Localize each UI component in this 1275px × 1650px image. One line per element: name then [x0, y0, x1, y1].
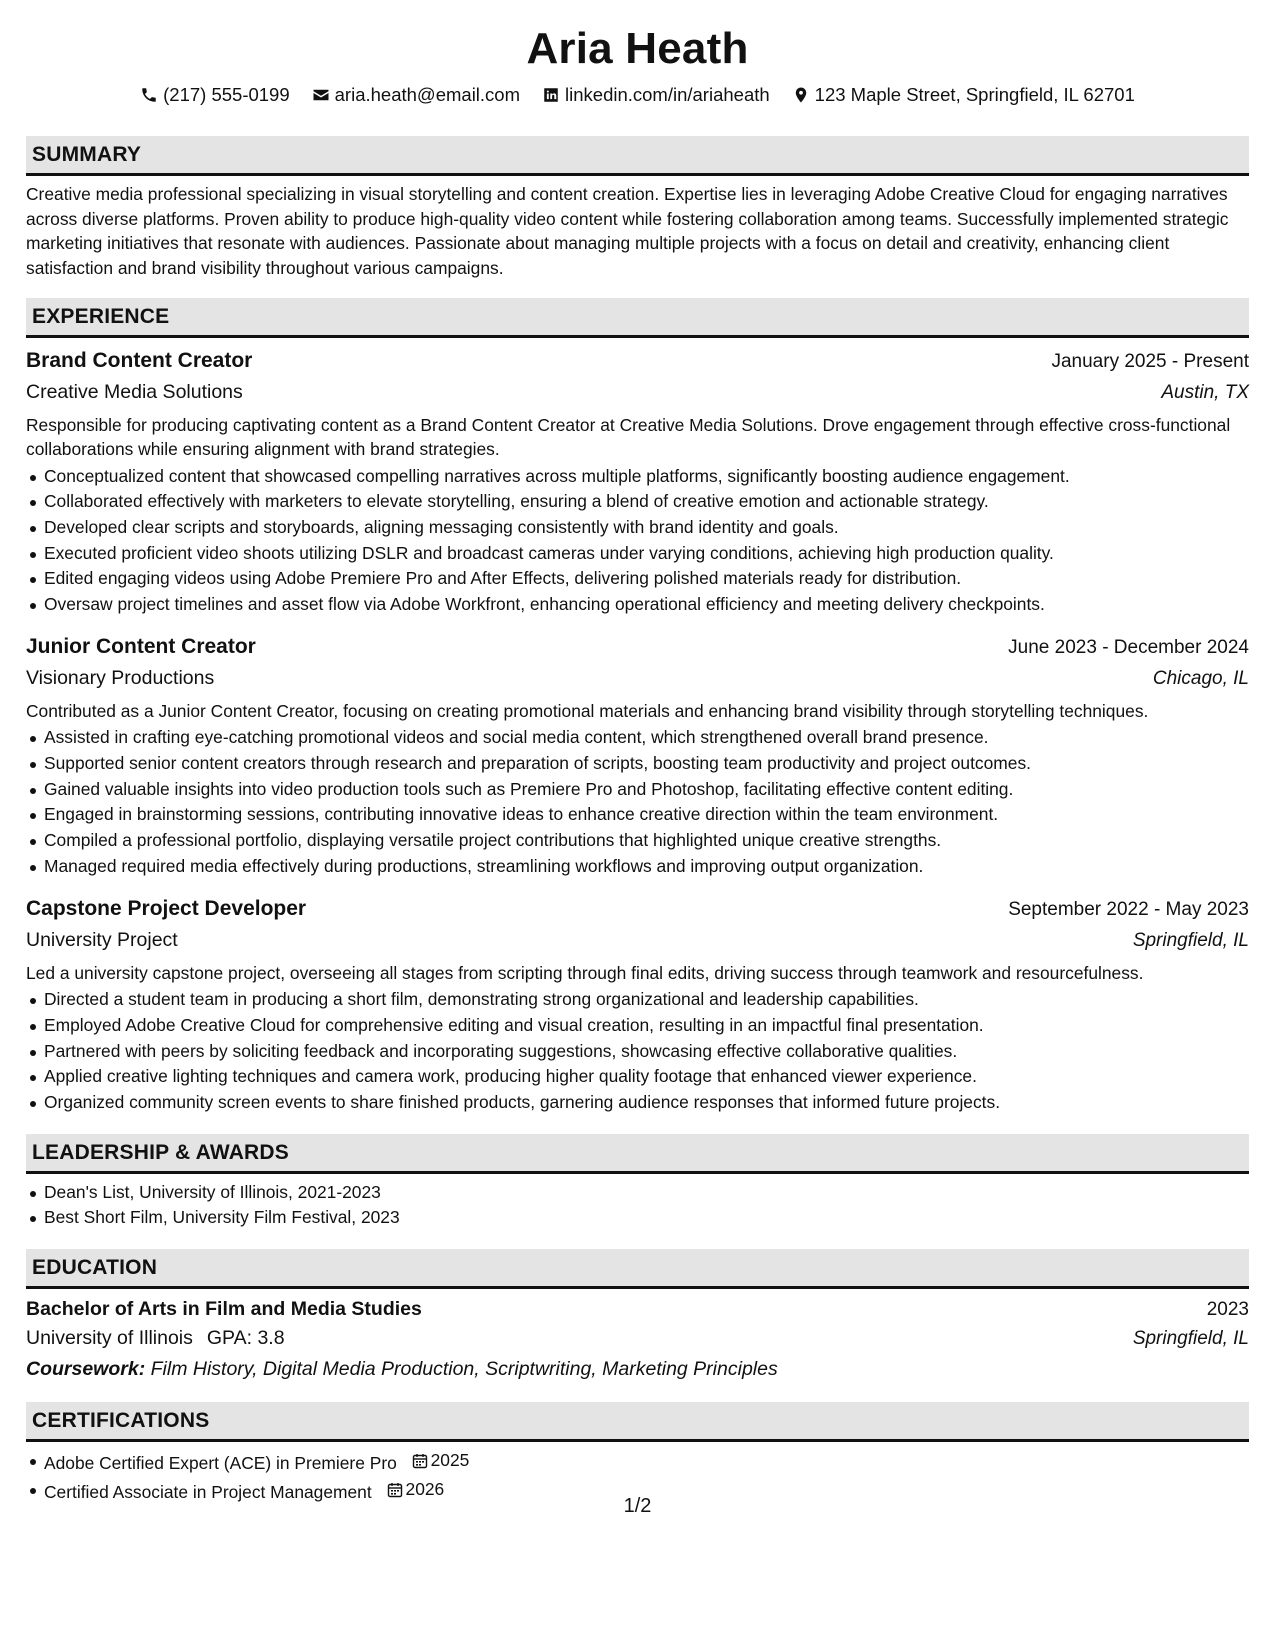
list-item: Executed proficient video shoots utilizing DSLR and broadcast cameras under varying conditions, achieving high production quality. — [26, 541, 1249, 567]
job-description: Contributed as a Junior Content Creator, focusing on creating promotional materials and enhancing brand visibility through storytelling techniques. — [26, 700, 1149, 721]
job-dates: September 2022 - May 2023 — [1008, 898, 1249, 920]
list-item: Conceptualized content that showcased compelling narratives across multiple platforms, significantly boosting audience engagement. — [26, 464, 1249, 490]
list-item: Gained valuable insights into video production tools such as Premiere Pro and Photoshop, facilitating effective content editing. — [26, 777, 1249, 803]
experience-heading: EXPERIENCE — [32, 305, 170, 329]
certification-name: Certified Associate in Project Management — [44, 1481, 372, 1502]
coursework-label: Coursework: — [26, 1358, 146, 1381]
school-location: Springfield, IL — [1132, 1328, 1249, 1350]
page-number: 1/2 — [623, 1495, 652, 1517]
list-item: Dean's List, University of Illinois, 2021-2023 — [26, 1180, 1249, 1206]
job-description: Led a university capstone project, overseeing all stages from scripting through final edits, driving success through teamwork and resourcefulness. — [26, 962, 1144, 983]
leadership-heading: LEADERSHIP & AWARDS — [32, 1140, 289, 1164]
job-company: University Project — [26, 928, 178, 951]
email-text[interactable]: aria.heath@email.com — [334, 84, 521, 105]
list-item: Managed required media effectively during productions, streamlining workflows and improving output organization. — [26, 854, 1249, 880]
certifications-section-header — [26, 1402, 1249, 1442]
job-title: Capstone Project Developer — [26, 896, 307, 920]
contact-email[interactable] — [312, 82, 520, 108]
job-location: Austin, TX — [1161, 382, 1249, 404]
phone-text: (217) 555-0199 — [163, 84, 290, 105]
certification-date — [412, 1448, 470, 1474]
degree-title: Bachelor of Arts in Film and Media Studies — [26, 1298, 422, 1321]
resume-page — [26, 22, 1249, 1505]
list-item: Partnered with peers by soliciting feedback and incorporating suggestions, showcasing effective collaborative qualities. — [26, 1039, 1249, 1065]
experience-section — [26, 346, 1249, 1115]
job-location: Chicago, IL — [1152, 667, 1249, 689]
list-item: Directed a student team in producing a short film, demonstrating strong organizational and leadership capabilities. — [26, 987, 1249, 1013]
job-entry — [26, 632, 1249, 880]
list-item: Employed Adobe Creative Cloud for comprehensive editing and visual creation, resulting in an impactful final presentation. — [26, 1013, 1249, 1039]
job-description: Responsible for producing captivating content as a Brand Content Creator at Creative Media Solutions. Drove engagement through effective cross-functional collaborations while ensuring alignment with brand strategies. — [26, 415, 1231, 459]
job-bullets — [26, 725, 1249, 879]
certifications-heading: CERTIFICATIONS — [32, 1409, 210, 1433]
gpa: GPA: 3.8 — [206, 1327, 285, 1350]
map-pin-icon — [792, 86, 810, 104]
job-dates: January 2025 - Present — [1051, 351, 1249, 373]
list-item: Compiled a professional portfolio, displaying versatile project contributions that highlighted unique creative strengths. — [26, 828, 1249, 854]
list-item: Collaborated effectively with marketers to elevate storytelling, ensuring a blend of creative emotion and actionable strategy. — [26, 489, 1249, 515]
job-title: Brand Content Creator — [26, 349, 253, 373]
address-text: 123 Maple Street, Springfield, IL 62701 — [814, 84, 1135, 105]
calendar-icon — [412, 1453, 428, 1469]
job-title: Junior Content Creator — [26, 634, 256, 658]
contact-phone — [140, 82, 290, 108]
linkedin-icon — [542, 86, 560, 104]
experience-section-header — [26, 298, 1249, 338]
coursework-list: Film History, Digital Media Production, Scriptwriting, Marketing Principles — [150, 1358, 778, 1381]
list-item: Engaged in brainstorming sessions, contributing innovative ideas to enhance creative direction within the team environment. — [26, 802, 1249, 828]
award-list — [26, 1180, 1249, 1231]
list-item: Edited engaging videos using Adobe Premiere Pro and After Effects, delivering polished materials ready for distribution. — [26, 566, 1249, 592]
envelope-icon — [312, 86, 330, 104]
list-item: Assisted in crafting eye-catching promotional videos and social media content, which strengthened overall brand presence. — [26, 725, 1249, 751]
job-dates: June 2023 - December 2024 — [1008, 636, 1249, 658]
leadership-section — [26, 1180, 1249, 1231]
school-line — [26, 1324, 285, 1352]
job-bullets — [26, 987, 1249, 1116]
certification-year: 2025 — [430, 1450, 470, 1471]
certification-year: 2026 — [405, 1478, 445, 1499]
list-item — [26, 1448, 1249, 1477]
job-entry — [26, 894, 1249, 1116]
coursework — [26, 1354, 1249, 1384]
leadership-section-header — [26, 1134, 1249, 1174]
education-heading: EDUCATION — [32, 1256, 158, 1280]
list-item: Applied creative lighting techniques and camera work, producing higher quality footage that enhanced viewer experience. — [26, 1064, 1249, 1090]
education-section-header — [26, 1249, 1249, 1289]
job-company: Visionary Productions — [26, 666, 215, 689]
list-item: Organized community screen events to share finished products, garnering audience responses that informed future projects. — [26, 1090, 1249, 1116]
linkedin-text[interactable]: linkedin.com/in/ariaheath — [565, 84, 770, 105]
education-section — [26, 1295, 1249, 1384]
contact-linkedin[interactable] — [542, 82, 770, 108]
job-company: Creative Media Solutions — [26, 381, 243, 404]
graduation-year: 2023 — [1206, 1299, 1249, 1321]
summary-section — [26, 182, 1249, 280]
job-entry — [26, 346, 1249, 617]
contact-bar — [26, 82, 1249, 108]
summary-text: Creative media professional specializing in visual storytelling and content creation. Expertise lies in leveraging Adobe Creative Cloud for engaging narratives across diverse platforms. Proven ability to produce high-quality video content while fostering collaboration among teams. Successfully implemented strategic marketing initiatives that resonate with audiences. Passionate about managing multiple projects with a focus on detail and creativity, enhancing client satisfaction and brand visibility throughout various campaigns. — [26, 184, 1229, 278]
job-location: Springfield, IL — [1132, 929, 1249, 951]
list-item: Best Short Film, University Film Festival, 2023 — [26, 1205, 1249, 1231]
contact-address — [792, 82, 1135, 108]
list-item: Oversaw project timelines and asset flow via Adobe Workfront, enhancing operational efficiency and meeting delivery checkpoints. — [26, 592, 1249, 618]
summary-heading: SUMMARY — [32, 143, 142, 166]
phone-icon — [140, 86, 158, 104]
list-item: Developed clear scripts and storyboards, aligning messaging consistently with brand identity and goals. — [26, 515, 1249, 541]
job-bullets — [26, 464, 1249, 618]
school-name: University of Illinois — [26, 1327, 193, 1350]
list-item: Supported senior content creators through research and preparation of scripts, boosting team productivity and project outcomes. — [26, 751, 1249, 777]
candidate-name: Aria Heath — [526, 24, 749, 73]
summary-section-header — [26, 136, 1249, 176]
certification-name: Adobe Certified Expert (ACE) in Premiere Pro — [44, 1452, 397, 1473]
